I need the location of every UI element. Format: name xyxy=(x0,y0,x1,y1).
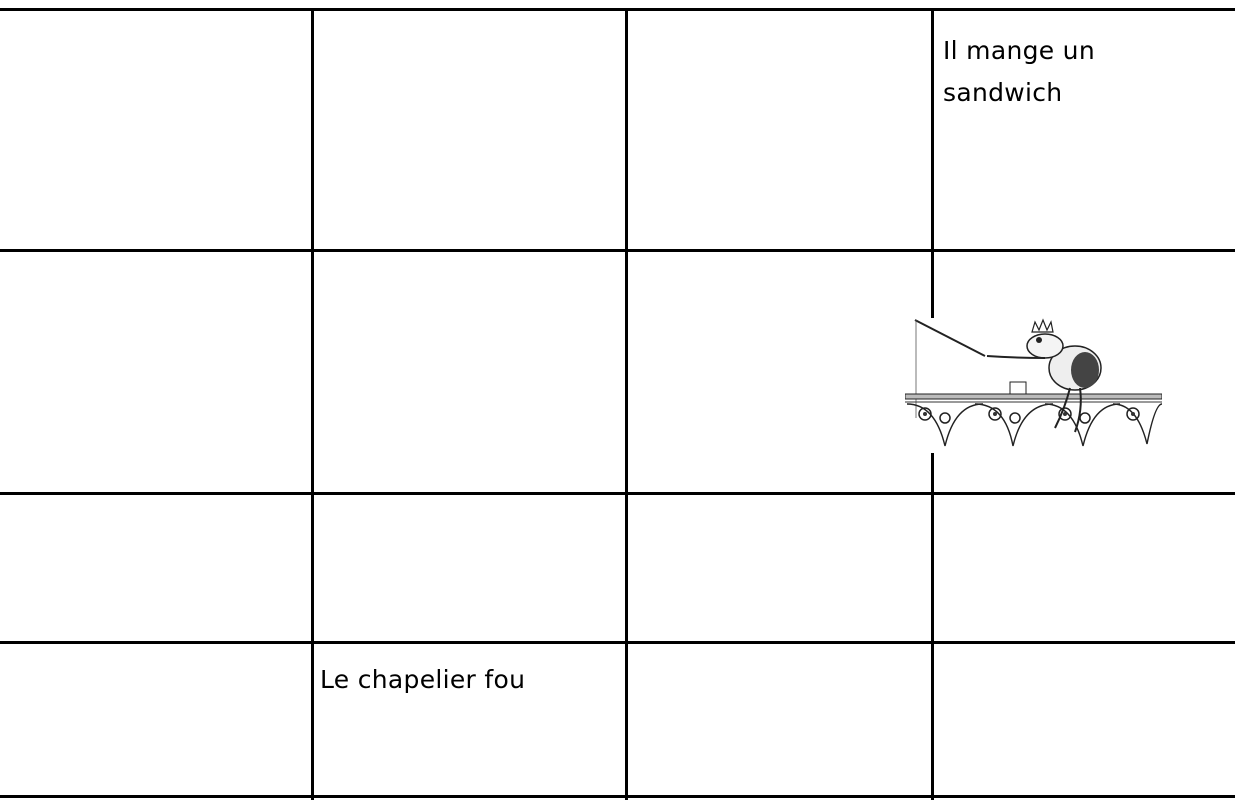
grid-line-row2 xyxy=(0,492,1235,495)
frog-fishing-icon xyxy=(905,318,1162,453)
grid-line-bottom xyxy=(0,795,1235,798)
grid-line-row3 xyxy=(0,641,1235,644)
grid-line-top xyxy=(0,8,1235,11)
grid-line-col3-lower xyxy=(931,452,934,800)
grid-line-col2 xyxy=(625,8,628,800)
grid-line-col3-upper xyxy=(931,8,934,318)
frog-fishing-illustration xyxy=(905,318,1162,453)
cell-text-sandwich: Il mange un sandwich xyxy=(943,36,1095,107)
grid-line-row1 xyxy=(0,249,1235,252)
grid-line-col1 xyxy=(311,8,314,800)
cell-text-mad-hatter: Le chapelier fou xyxy=(320,665,526,694)
